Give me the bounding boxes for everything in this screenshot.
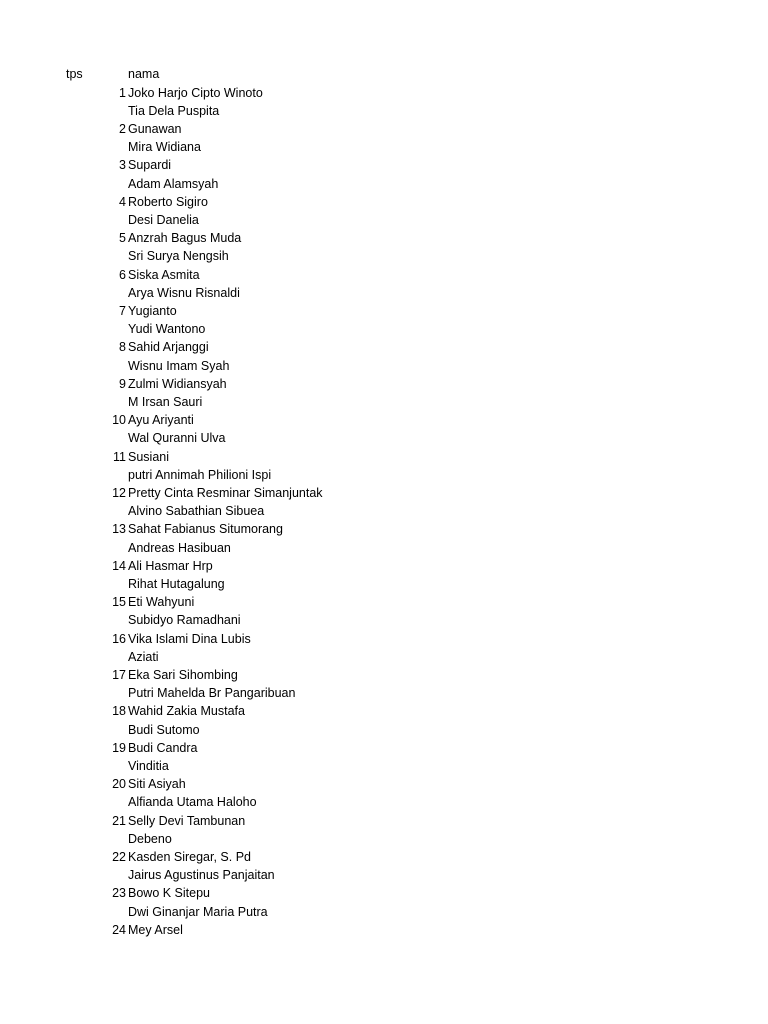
table-row: [0, 175, 768, 193]
tps-number-cell: 17: [112, 667, 126, 682]
nama-cell: Kasden Siregar, S. Pd: [128, 849, 251, 864]
nama-cell: Putri Mahelda Br Pangaribuan: [128, 686, 296, 701]
nama-cell: Adam Alamsyah: [128, 176, 219, 191]
nama-cell: Debeno: [128, 831, 172, 846]
tps-number-cell: 4: [119, 194, 126, 209]
table-row: [0, 193, 768, 211]
nama-column-header: nama: [128, 67, 160, 81]
table-row: [0, 411, 768, 429]
table-row: [0, 702, 768, 720]
table-row: [0, 502, 768, 520]
table-row: [0, 830, 768, 848]
table-row: [0, 302, 768, 320]
nama-cell: Joko Harjo Cipto Winoto: [128, 85, 263, 100]
table-row: [0, 120, 768, 138]
table-row: [0, 575, 768, 593]
tps-number-cell: 9: [119, 376, 126, 391]
table-row: [0, 903, 768, 921]
table-row: [0, 448, 768, 466]
nama-cell: Mey Arsel: [128, 922, 183, 937]
nama-cell: Vinditia: [128, 758, 169, 773]
nama-cell: Sri Surya Nengsih: [128, 249, 229, 264]
tps-number-cell: 18: [112, 704, 126, 719]
tps-number-cell: 21: [112, 813, 126, 828]
nama-cell: Roberto Sigiro: [128, 194, 208, 209]
table-row: [0, 247, 768, 265]
nama-cell: Zulmi Widiansyah: [128, 376, 227, 391]
tps-number-cell: 1: [119, 85, 126, 100]
nama-cell: Rihat Hutagalung: [128, 576, 225, 591]
nama-cell: Sahid Arjanggi: [128, 340, 209, 355]
table-row: [0, 211, 768, 229]
tps-number-cell: 15: [112, 595, 126, 610]
nama-cell: Siti Asiyah: [128, 777, 186, 792]
tps-number-cell: 23: [112, 886, 126, 901]
table-row: [0, 539, 768, 557]
table-row: [0, 429, 768, 447]
table-row: [0, 138, 768, 156]
table-row: [0, 684, 768, 702]
tps-number-cell: 3: [119, 158, 126, 173]
table-row: [0, 84, 768, 102]
nama-cell: Wisnu Imam Syah: [128, 358, 230, 373]
tps-column-header: tps: [66, 67, 83, 81]
table-row: [0, 338, 768, 356]
nama-cell: Alvino Sabathian Sibuea: [128, 504, 265, 519]
table-row: [0, 793, 768, 811]
table-row: [0, 557, 768, 575]
nama-cell: Ayu Ariyanti: [128, 413, 194, 428]
tps-number-cell: 14: [112, 558, 126, 573]
nama-cell: Alfianda Utama Haloho: [128, 795, 257, 810]
table-row: [0, 884, 768, 902]
nama-cell: Bowo K Sitepu: [128, 886, 210, 901]
nama-cell: Arya Wisnu Risnaldi: [128, 285, 240, 300]
nama-cell: Yugianto: [128, 303, 177, 318]
tps-number-cell: 6: [119, 267, 126, 282]
nama-cell: Wal Quranni Ulva: [128, 431, 226, 446]
tps-number-cell: 10: [112, 413, 126, 428]
nama-cell: Tia Dela Puspita: [128, 103, 220, 118]
table-row: [0, 375, 768, 393]
nama-cell: Subidyo Ramadhani: [128, 613, 241, 628]
nama-cell: Budi Candra: [128, 740, 198, 755]
table-row: [0, 484, 768, 502]
nama-cell: Andreas Hasibuan: [128, 540, 231, 555]
table-row: [0, 812, 768, 830]
tps-number-cell: 19: [112, 740, 126, 755]
table-row: [0, 611, 768, 629]
nama-cell: Anzrah Bagus Muda: [128, 231, 242, 246]
nama-cell: Dwi Ginanjar Maria Putra: [128, 904, 268, 919]
header-row: [0, 65, 768, 83]
tps-number-cell: 22: [112, 849, 126, 864]
table-row: [0, 648, 768, 666]
table-row: [0, 630, 768, 648]
nama-cell: M Irsan Sauri: [128, 394, 203, 409]
table-row: [0, 593, 768, 611]
nama-cell: Aziati: [128, 649, 159, 664]
tps-number-cell: 16: [112, 631, 126, 646]
tps-number-cell: 24: [112, 922, 126, 937]
table-row: [0, 666, 768, 684]
tps-number-cell: 5: [119, 231, 126, 246]
nama-cell: Selly Devi Tambunan: [128, 813, 246, 828]
table-row: [0, 775, 768, 793]
table-row: [0, 739, 768, 757]
nama-cell: Desi Danelia: [128, 212, 199, 227]
table-row: [0, 229, 768, 247]
tps-number-cell: 8: [119, 340, 126, 355]
table-row: [0, 466, 768, 484]
nama-cell: Vika Islami Dina Lubis: [128, 631, 251, 646]
table-row: [0, 284, 768, 302]
table-row: [0, 848, 768, 866]
table-row: [0, 721, 768, 739]
tps-number-cell: 2: [119, 121, 126, 136]
table-row: [0, 866, 768, 884]
nama-cell: Sahat Fabianus Situmorang: [128, 522, 283, 537]
table-row: [0, 102, 768, 120]
table-row: [0, 357, 768, 375]
tps-number-cell: 7: [119, 303, 126, 318]
table-row: [0, 757, 768, 775]
nama-cell: Yudi Wantono: [128, 322, 206, 337]
nama-cell: Mira Widiana: [128, 140, 201, 155]
nama-cell: Eka Sari Sihombing: [128, 667, 238, 682]
table-row: [0, 393, 768, 411]
nama-cell: Supardi: [128, 158, 172, 173]
nama-cell: Wahid Zakia Mustafa: [128, 704, 245, 719]
table-row: [0, 266, 768, 284]
tps-number-cell: 13: [112, 522, 126, 537]
tps-number-cell: 11: [113, 449, 126, 464]
nama-cell: Siska Asmita: [128, 267, 200, 282]
nama-cell: Eti Wahyuni: [128, 595, 195, 610]
nama-cell: Jairus Agustinus Panjaitan: [128, 868, 275, 883]
table-row: [0, 520, 768, 538]
table-row: [0, 921, 768, 939]
table-row: [0, 156, 768, 174]
nama-cell: Ali Hasmar Hrp: [128, 558, 213, 573]
nama-cell: Gunawan: [128, 121, 182, 136]
nama-cell: putri Annimah Philioni Ispi: [128, 467, 272, 482]
tps-number-cell: 20: [112, 777, 126, 792]
tps-number-cell: 12: [112, 485, 126, 500]
nama-cell: Susiani: [128, 449, 169, 464]
nama-cell: Pretty Cinta Resminar Simanjuntak: [128, 485, 323, 500]
table-row: [0, 320, 768, 338]
nama-cell: Budi Sutomo: [128, 722, 200, 737]
